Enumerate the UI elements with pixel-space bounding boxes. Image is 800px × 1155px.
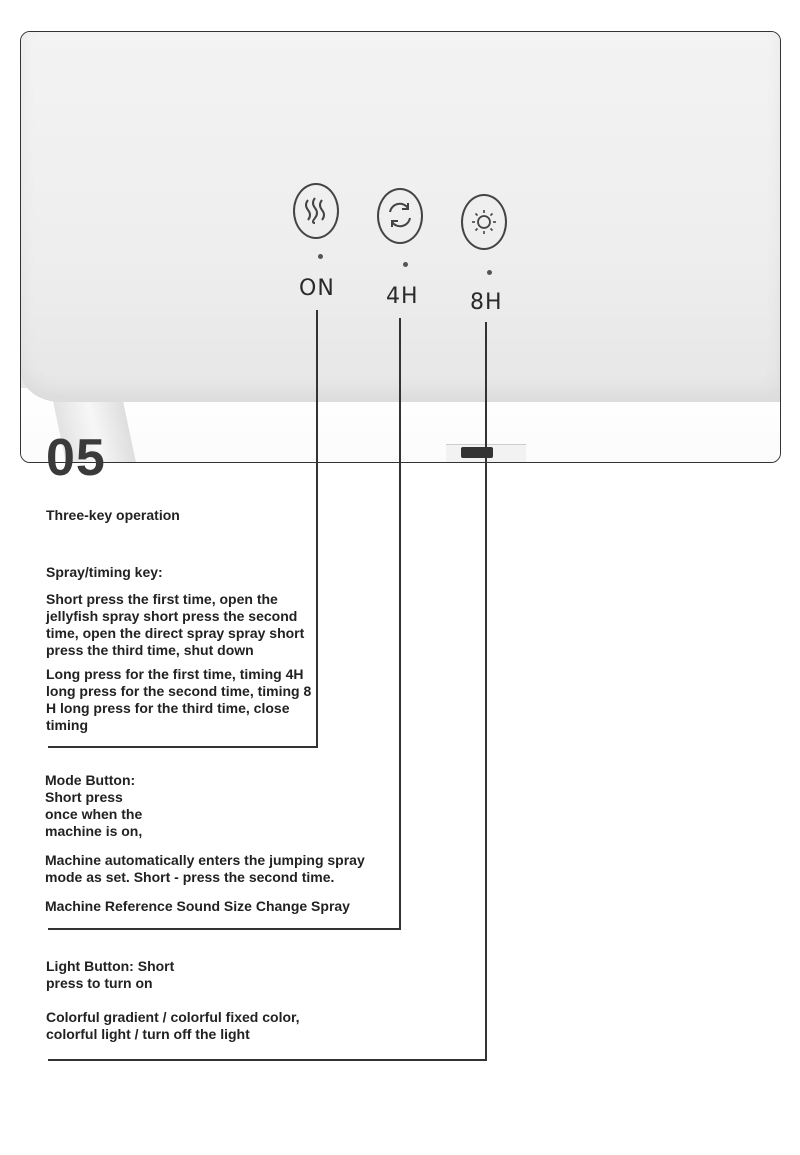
light-indicator-light <box>487 270 492 275</box>
section-number: 05 <box>46 429 106 487</box>
spray-leader-horizontal <box>48 746 318 748</box>
mode-key-button[interactable] <box>377 188 421 242</box>
mode-leader-vertical <box>399 318 401 930</box>
light-button-heading: Light Button: Short press to turn on <box>46 958 175 991</box>
spray-key-button[interactable] <box>293 183 337 237</box>
mode-button-para1: Machine automatically enters the jumping spray mode as set. Short - press the second time. <box>45 852 365 885</box>
power-port <box>461 447 493 458</box>
mode-leader-horizontal <box>48 928 401 930</box>
spray-indicator-light <box>318 254 323 259</box>
cycle-arrows-icon <box>377 188 423 244</box>
sun-icon <box>461 194 507 250</box>
spray-key-label: ON <box>299 276 335 301</box>
steam-waves-icon <box>293 183 339 239</box>
mode-button-line3: machine is on, <box>45 823 143 839</box>
spray-long-press-text: Long press for the first time, timing 4H long press for the second time, timing 8 H long press for the third time, close timing <box>46 666 312 733</box>
spray-key-heading: Spray/timing key: <box>46 564 163 580</box>
spray-leader-vertical <box>316 310 318 748</box>
mode-button-line2: once when the <box>45 806 143 822</box>
mode-button-para2: Machine Reference Sound Size Change Spray <box>45 898 350 914</box>
spray-short-press-text: Short press the first time, open the jellyfish spray short press the second time, open the direct spray spray short press the third time, shut down <box>46 591 305 658</box>
section-title: Three-key operation <box>46 507 180 523</box>
light-leader-horizontal <box>48 1059 487 1061</box>
mode-key-label: 4H <box>386 284 419 309</box>
mode-button-heading: Mode Button: <box>45 772 136 788</box>
light-leader-vertical <box>485 322 487 1061</box>
light-button-para: Colorful gradient / colorful fixed color, colorful light / turn off the light <box>46 1009 300 1042</box>
mode-indicator-light <box>403 262 408 267</box>
light-key-label: 8H <box>470 290 503 315</box>
light-key-button[interactable] <box>461 194 505 248</box>
mode-button-line1: Short press <box>45 789 123 805</box>
